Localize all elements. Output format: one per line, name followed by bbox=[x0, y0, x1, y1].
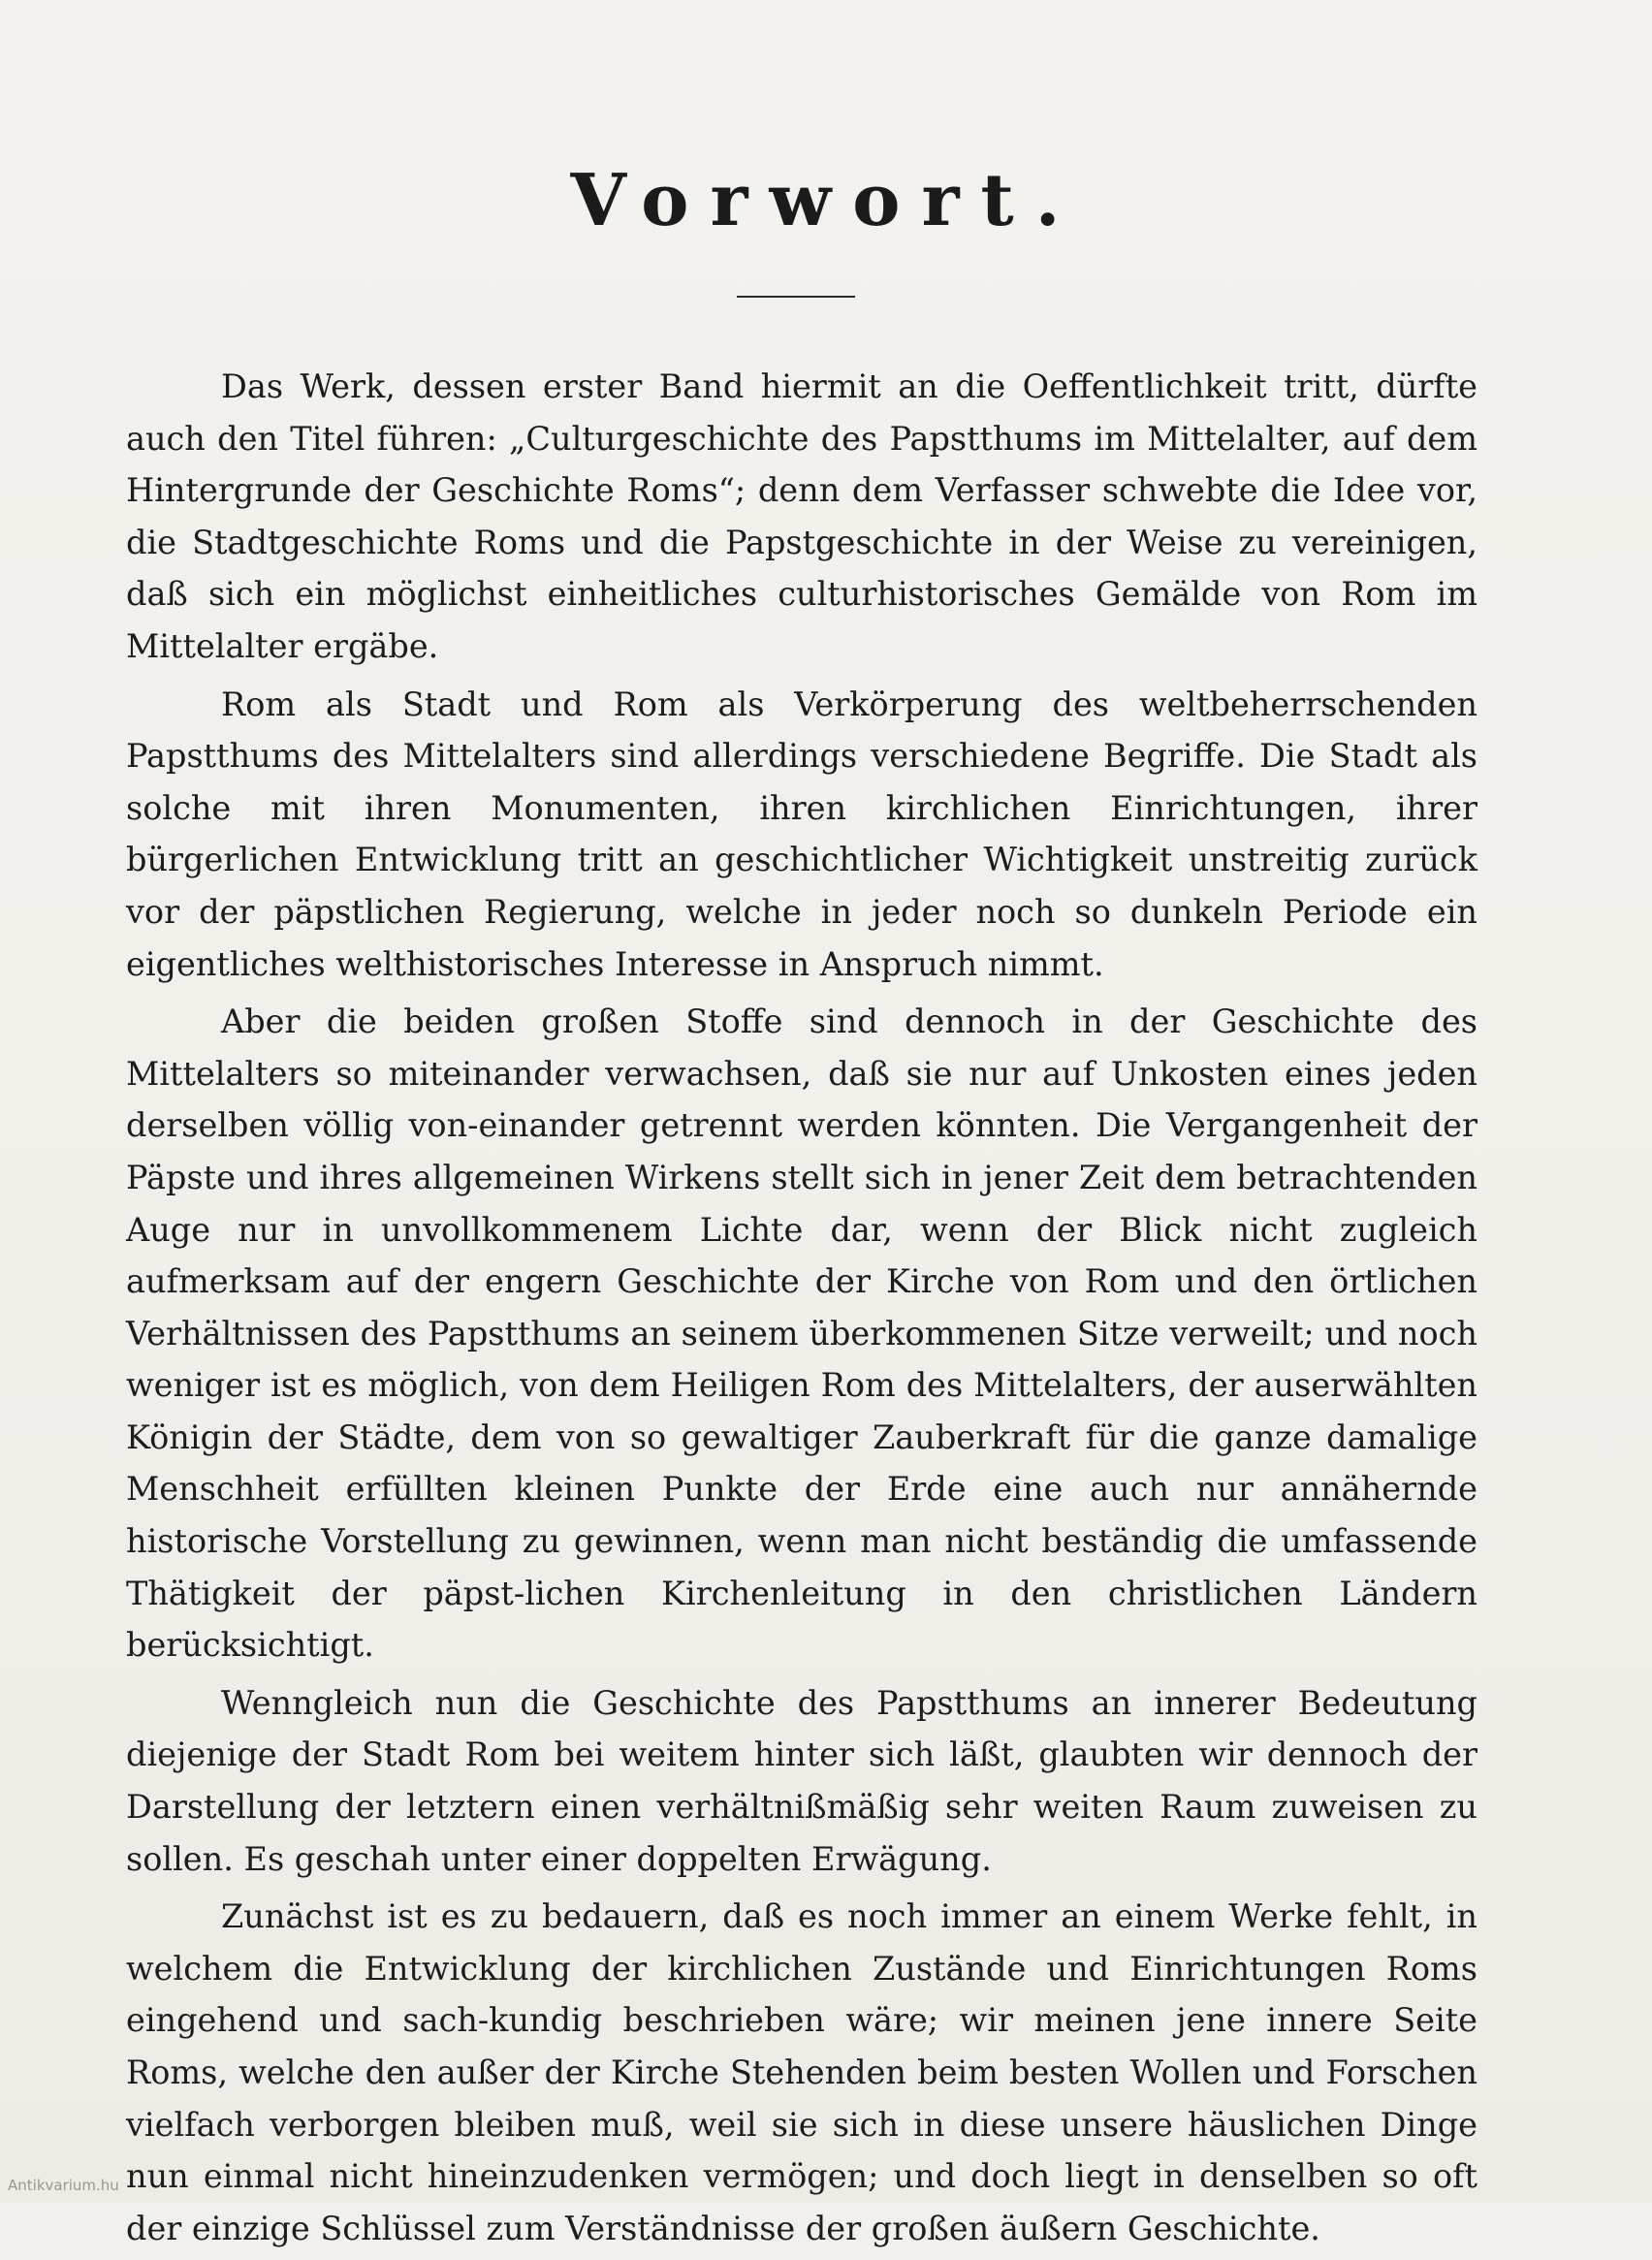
paragraph-3: Aber die beiden großen Stoffe sind dennoch in der Geschichte des Mittelalters so miteinander verwachsen, daß sie nur auf Unkosten eines jeden derselben völlig von-einander getrennt werden könnten. Die Vergangenheit der Päpste und ihres allgemeinen Wirkens stellt sich in jener Zeit dem betrachtenden Auge nur in unvollkommenem Lichte dar, wenn der Blick nicht zugleich aufmerksam auf der engern Geschichte der Kirche von Rom und den örtlichen Verhältnissen des Papstthums an seinem überkommenen Sitze verweilt; und noch weniger ist es möglich, von dem Heiligen Rom des Mittelalters, der auserwählten Königin der Städte, dem von so gewaltiger Zauberkraft für die ganze damalige Menschheit erfüllten kleinen Punkte der Erde eine auch nur annähernde historische Vorstellung zu gewinnen, wenn man nicht beständig die umfassende Thätigkeit der päpst-lichen Kirchenleitung in den christlichen Ländern berücksichtigt. bbox=[126, 1003, 1477, 1665]
paragraph-2: Rom als Stadt und Rom als Verkörperung des weltbeherrschenden Papstthums des Mittelalters sind allerdings verschiedene Begriffe. Die Stadt als solche mit ihren Monumenten, ihren kirchlichen Einrichtungen, ihrer bürgerlichen Entwicklung tritt an geschichtlicher Wichtigkeit unstreitig zurück vor der päpstlichen Regierung, welche in jeder noch so dunkeln Periode ein eigentliches welthistorisches Interesse in Anspruch nimmt. bbox=[126, 684, 1477, 983]
page-title: Vorwort. bbox=[570, 159, 1082, 242]
paragraph-1: Das Werk, dessen erster Band hiermit an die Oeffentlichkeit tritt, dürfte auch den Titel führen: „Culturgeschichte des Papstthums im Mittelalter, auf dem Hintergrunde der Geschichte Roms“; denn dem Verfasser schwebte die Idee vor, die Stadtgeschichte Roms und die Papstgeschichte in der Weise zu vereinigen, daß sich ein möglichst einheitliches culturhistorisches Gemälde von Rom im Mittelalter ergäbe. bbox=[126, 367, 1477, 665]
title-divider bbox=[737, 296, 855, 298]
paragraph-5: Zunächst ist es zu bedauern, daß es noch immer an einem Werke fehlt, in welchem die Entwicklung der kirchlichen Zustände und Einrichtungen Roms eingehend und sach-kundig beschrieben wäre; wir meinen jene innere Seite Roms, welche den außer der Kirche Stehenden beim besten Wollen und Forschen vielfach verborgen bleiben muß, weil sie sich in diese unsere häuslichen Dinge nun einmal nicht hineinzudenken vermögen; und doch liegt in denselben so oft der einzige Schlüssel zum Verständnisse der großen äußern Geschichte. bbox=[126, 1897, 1477, 2247]
watermark: Antikvarium.hu bbox=[8, 2177, 119, 2194]
preface-body bbox=[126, 361, 1477, 2260]
paragraph-4: Wenngleich nun die Geschichte des Papstthums an innerer Bedeutung diejenige der Stadt Rom bei weitem hinter sich läßt, glaubten wir dennoch der Darstellung der letztern einen verhältnißmäßig sehr weiten Raum zuweisen zu sollen. Es geschah unter einer doppelten Erwägung. bbox=[126, 1683, 1477, 1878]
